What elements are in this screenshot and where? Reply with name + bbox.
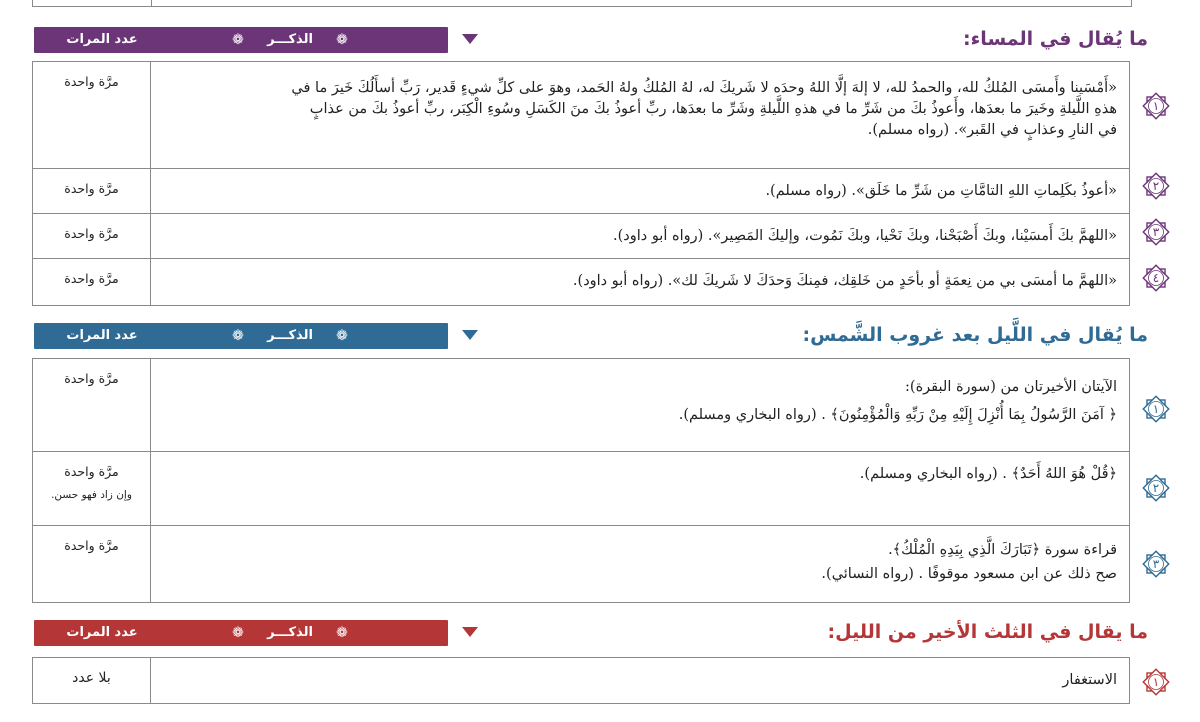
number-badge: ٢ bbox=[1138, 168, 1174, 204]
dhikr-column-label: الذكـــر bbox=[267, 328, 313, 343]
number-badge: ١ bbox=[1138, 391, 1174, 427]
table-row bbox=[33, 526, 1129, 602]
dhikr-text: «أعوذُ بكَلِماتِ اللهِ التامَّاتِ من شَرِّ ما خَلَق». (رواه مسلم). bbox=[765, 183, 1117, 199]
ornament-icon: ❁ bbox=[232, 625, 244, 641]
dhikr-text: قراءة سورة ﴿تَبَارَكَ الَّذِي بِيَدِهِ الْمُلْكُ﴾. صح ذلك عن ابن مسعود موقوفًا . (رواه النسائي). bbox=[821, 542, 1117, 582]
dhikr-column-label: الذكـــر bbox=[267, 32, 313, 47]
number-badge: ٣ bbox=[1138, 214, 1174, 250]
count-cell: مرَّة واحدة bbox=[33, 214, 151, 258]
section-title: ما يُقال في المساء: bbox=[963, 28, 1148, 50]
collapse-arrow-icon[interactable] bbox=[462, 330, 478, 340]
ornament-icon: ❁ bbox=[232, 32, 244, 48]
table-row bbox=[33, 259, 1129, 305]
dhikr-text: ﴿قُلْ هُوَ اللهُ أَحَدٌ﴾ . (رواه البخاري ومسلم). bbox=[859, 466, 1117, 482]
ornament-icon: ❁ bbox=[232, 328, 244, 344]
ornament-icon: ❁ bbox=[336, 625, 348, 641]
count-cell: مرَّة واحدة وإن زاد فهو حسن. bbox=[33, 452, 151, 525]
number-badge: ٣ bbox=[1138, 546, 1174, 582]
count-cell: مرَّة واحدة bbox=[33, 62, 151, 168]
ornament-icon: ❁ bbox=[336, 328, 348, 344]
evening-table bbox=[32, 61, 1130, 306]
number-badge: ٢ bbox=[1138, 470, 1174, 506]
section-header-night bbox=[34, 321, 1174, 349]
last-third-table bbox=[32, 657, 1130, 704]
count-column-label: عدد المرات bbox=[66, 328, 138, 343]
section-header-last-third bbox=[34, 618, 1174, 646]
table-row bbox=[33, 452, 1129, 526]
number-badge: ١ bbox=[1138, 88, 1174, 124]
previous-table-edge bbox=[32, 0, 1132, 7]
section-column-bar bbox=[34, 27, 448, 53]
table-row bbox=[33, 658, 1129, 703]
dhikr-text: الآيتان الأخيرتان من (سورة البقرة): ﴿ آمَنَ الرَّسُولُ بِمَا أُنْزِلَ إِلَيْهِ مِنْ رَبِّهِ وَالْمُؤْمِنُونَ﴾ . (رواه البخاري ومسلم). bbox=[678, 379, 1117, 423]
count-cell: مرَّة واحدة bbox=[33, 359, 151, 451]
section-column-bar bbox=[34, 323, 448, 349]
count-note: وإن زاد فهو حسن. bbox=[51, 489, 132, 501]
night-table bbox=[32, 358, 1130, 603]
count-column-label: عدد المرات bbox=[66, 625, 138, 640]
ornament-icon: ❁ bbox=[336, 32, 348, 48]
dhikr-text: «أَمْسَينا وأَمسَى المُلكُ لله، والحمدُ لله، لا إلهَ إلَّا اللهُ وحدَه لا شَريكَ له، لهُ المُلكُ ولهُ الحَمد، وهوَ على كلِّ شيءٍ قَدير، رَبِّ أسأَلُكَ خَيرَ ما في هذهِ اللَّيلةِ وخَيرَ ما بعدَها، وأَعوذُ بكَ من شَرِّ ما في هذهِ اللَّيلةِ وشَرِّ ما بعدَها، ربِّ أعوذُ بكَ منَ الكَسَلِ وسُوءِ الْكِبَر، ربِّ أعوذُ بكَ من عذابٍ في النارِ وعذابٍ في القَبر». (رواه مسلم). bbox=[291, 80, 1117, 138]
dhikr-text: الاستغفار bbox=[1062, 672, 1117, 688]
number-badge: ١ bbox=[1138, 664, 1174, 700]
count-cell: بلا عدد bbox=[33, 658, 151, 703]
table-row bbox=[33, 169, 1129, 214]
dhikr-column-label: الذكـــر bbox=[267, 625, 313, 640]
dhikr-text: «اللهمَّ ما أمسَى بي من نِعمَةٍ أو بأحَدٍ من خَلقِك، فمِنكَ وَحدَكَ لا شَريكَ لك». (رواه أبو داود). bbox=[572, 273, 1117, 289]
dhikr-text: «اللهمَّ بكَ أَمسَيْنا، وبكَ أَصْبَحْنا، وبكَ نَحْيا، وبكَ نَمُوت، وإليكَ المَصِير». (رواه أبو داود). bbox=[613, 228, 1117, 244]
table-row bbox=[33, 62, 1129, 169]
count-cell: مرَّة واحدة bbox=[33, 169, 151, 213]
collapse-arrow-icon[interactable] bbox=[462, 34, 478, 44]
count-cell: مرَّة واحدة bbox=[33, 526, 151, 602]
section-title: ما يقال في الثلث الأخير من الليل: bbox=[827, 621, 1148, 643]
table-row bbox=[33, 359, 1129, 452]
count-cell: مرَّة واحدة bbox=[33, 259, 151, 305]
collapse-arrow-icon[interactable] bbox=[462, 627, 478, 637]
section-title: ما يُقال في اللَّيل بعد غروب الشَّمس: bbox=[802, 324, 1148, 346]
section-header-evening bbox=[34, 25, 1174, 53]
table-row bbox=[33, 214, 1129, 259]
count-column-label: عدد المرات bbox=[66, 32, 138, 47]
section-column-bar bbox=[34, 620, 448, 646]
number-badge: ٤ bbox=[1138, 260, 1174, 296]
